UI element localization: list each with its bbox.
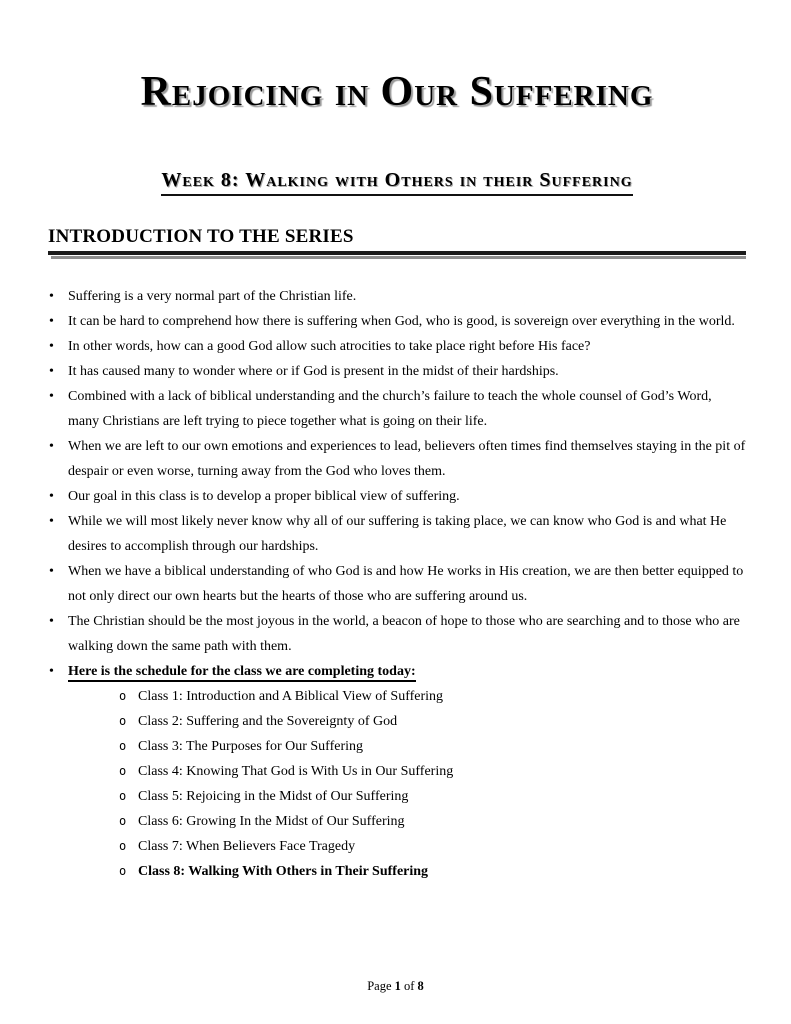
bullet-icon: • — [49, 564, 54, 580]
list-item-text: It has caused many to wonder where or if God is present in the midst of their hardships. — [68, 364, 559, 380]
footer-of-label: of — [404, 979, 415, 993]
section-heading: INTRODUCTION TO THE SERIES — [48, 226, 354, 248]
schedule-item-text: Class 2: Suffering and the Sovereignty of God — [138, 714, 398, 730]
sub-bullet-icon: o — [119, 864, 127, 879]
sub-bullet-icon: o — [119, 789, 127, 804]
sub-bullet-icon: o — [119, 714, 127, 729]
schedule-item — [117, 709, 746, 734]
bullet-icon: • — [49, 614, 54, 630]
schedule-item-text: Class 4: Knowing That God is With Us in Our Suffering — [138, 764, 454, 780]
bullet-icon: • — [49, 489, 54, 505]
sub-bullet-icon: o — [119, 739, 127, 754]
schedule-item-text: Class 3: The Purposes for Our Suffering — [138, 739, 364, 755]
list-item-text: The Christian should be the most joyous in the world, a beacon of hope to those who are searching and to those who are walking down the same path with them. — [68, 614, 740, 655]
list-item-text: When we have a biblical understanding of who God is and how He works in His creation, we are then better equipped to not only direct our own hearts but the hearts of those who are suffering around us. — [68, 564, 744, 605]
bullet-list — [48, 284, 746, 884]
bullet-icon: • — [49, 339, 54, 355]
sub-bullet-icon: o — [119, 689, 127, 704]
list-item — [48, 559, 746, 609]
list-item-text: Suffering is a very normal part of the Christian life. — [68, 289, 357, 305]
footer-page-label: Page — [367, 979, 392, 993]
list-item — [48, 484, 746, 509]
schedule-item — [117, 809, 746, 834]
list-item — [48, 309, 746, 334]
list-item — [48, 384, 746, 434]
sub-bullet-icon: o — [119, 764, 127, 779]
document-title: Rejoicing in Our Suffering — [140, 69, 654, 115]
document-subtitle — [48, 168, 746, 196]
list-item — [48, 284, 746, 309]
list-item-text: Combined with a lack of biblical understanding and the church’s failure to teach the whole counsel of God’s Word, many Christians are left trying to piece together what is going on their life. — [68, 389, 712, 430]
schedule-item — [117, 684, 746, 709]
bullet-icon: • — [49, 514, 54, 530]
schedule-item — [117, 759, 746, 784]
bullet-icon: • — [49, 314, 54, 330]
section-rule — [48, 251, 746, 255]
bullet-icon: • — [49, 439, 54, 455]
list-item-text: It can be hard to comprehend how there is suffering when God, who is good, is sovereign over everything in the world. — [68, 314, 735, 330]
sub-bullet-icon: o — [119, 814, 127, 829]
footer-page-number: 1 — [394, 979, 401, 993]
list-item-text: When we are left to our own emotions and experiences to lead, believers often times find themselves staying in the pit of despair or even worse, turning away from the God who loves them. — [68, 439, 746, 480]
schedule-item — [117, 834, 746, 859]
bullet-icon: • — [49, 389, 54, 405]
list-item — [48, 359, 746, 384]
list-item-text: In other words, how can a good God allow such atrocities to take place right before His face? — [68, 339, 591, 355]
schedule-item-text: Class 8: Walking With Others in Their Suffering — [138, 864, 429, 880]
schedule-item — [117, 784, 746, 809]
section-rule-shadow — [51, 256, 746, 259]
list-item-schedule-header — [48, 659, 746, 884]
list-item-text: Our goal in this class is to develop a proper biblical view of suffering. — [68, 489, 460, 505]
bullet-icon: • — [49, 289, 54, 305]
schedule-item-text: Class 7: When Believers Face Tragedy — [138, 839, 356, 855]
page-footer — [0, 979, 791, 994]
schedule-list — [117, 684, 746, 884]
bullet-icon: • — [49, 364, 54, 380]
sub-bullet-icon: o — [119, 839, 127, 854]
schedule-item-text: Class 1: Introduction and A Biblical View of Suffering — [138, 689, 444, 705]
list-item — [48, 434, 746, 484]
list-item-text: While we will most likely never know why all of our suffering is taking place, we can know who God is and what He desires to accomplish through our hardships. — [68, 514, 727, 555]
schedule-header-text: Here is the schedule for the class we are completing today: — [68, 664, 416, 682]
schedule-item-text: Class 5: Rejoicing in the Midst of Our Suffering — [138, 789, 409, 805]
section-introduction — [48, 226, 746, 259]
schedule-item — [117, 734, 746, 759]
schedule-item-text: Class 6: Growing In the Midst of Our Suffering — [138, 814, 405, 830]
bullet-icon: • — [49, 664, 54, 680]
list-item — [48, 509, 746, 559]
list-item — [48, 334, 746, 359]
list-item — [48, 609, 746, 659]
schedule-item-current — [117, 859, 746, 884]
document-subtitle-text: Week 8: Walking with Others in their Suffering — [161, 168, 632, 196]
footer-total-pages: 8 — [417, 979, 424, 993]
